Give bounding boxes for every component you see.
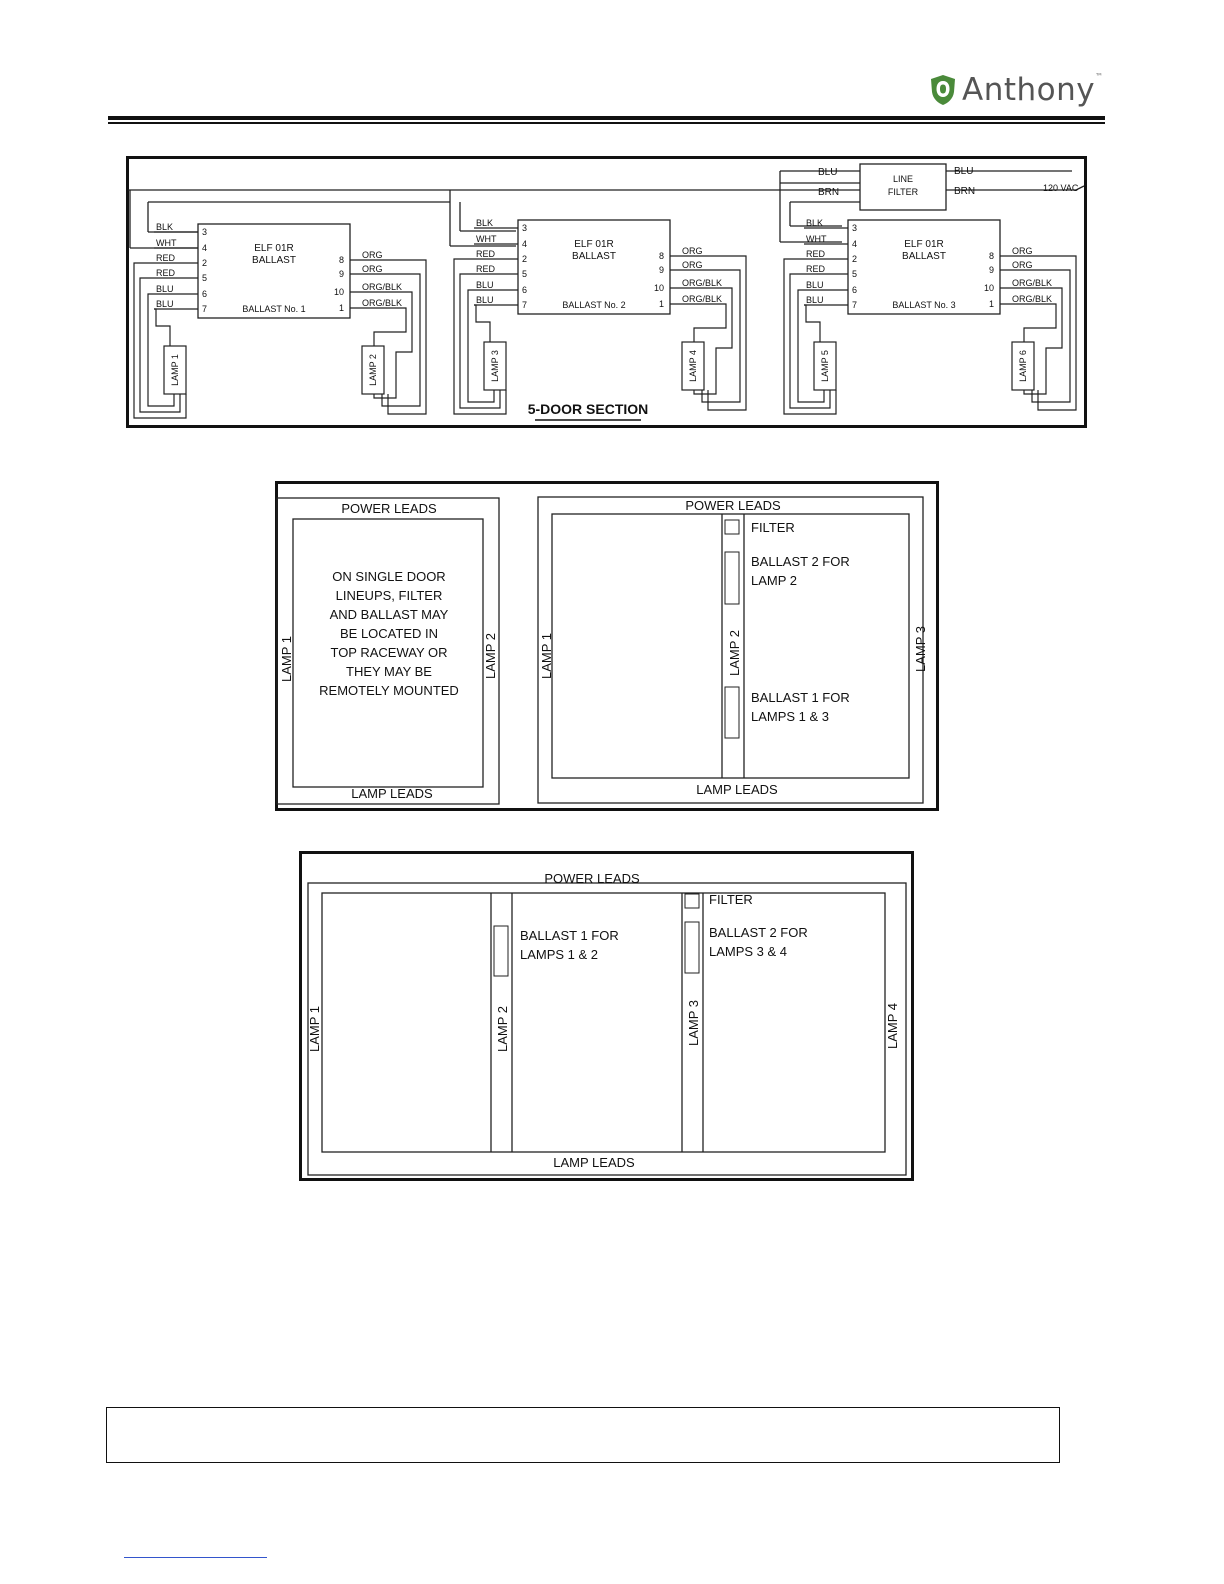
power-leads-label: POWER LEADS [341, 501, 437, 516]
footer-box [106, 1407, 1060, 1463]
wire-label: ORG/BLK [1012, 294, 1053, 304]
ballast-label: LAMP 2 [751, 573, 798, 588]
wire-label: ORG [1012, 260, 1033, 270]
pin-number: 9 [658, 265, 664, 275]
pin-number: 7 [522, 300, 528, 310]
pin-number: 10 [333, 287, 344, 297]
wire-label: ORG/BLK [362, 282, 403, 292]
lamp-label: LAMP 3 [490, 350, 500, 382]
pin-number: 8 [658, 251, 664, 261]
note-line: THEY MAY BE [346, 664, 432, 679]
lamp-leads-label: LAMP LEADS [553, 1155, 635, 1170]
pin-number: 7 [202, 304, 208, 314]
ballast-label: BALLAST 1 FOR [520, 928, 619, 943]
note-line: TOP RACEWAY OR [330, 645, 448, 660]
ballast-box [725, 687, 739, 738]
wire-label: ORG [1012, 246, 1033, 256]
supply-wire-label: BLU [954, 166, 974, 177]
footer-link-underline [124, 1557, 267, 1558]
pin-number: 4 [202, 243, 208, 253]
wire-label: RED [156, 268, 176, 278]
pin-number: 5 [522, 269, 528, 279]
supply-voltage-label: 120 VAC [1043, 183, 1079, 193]
wire-label: ORG [682, 260, 703, 270]
pin-number: 6 [852, 285, 858, 295]
wire-label: BLK [476, 218, 494, 228]
wire-label: BLK [156, 222, 174, 232]
supply-wire-label: BRN [954, 186, 976, 197]
ballast-label: LAMPS 1 & 2 [520, 947, 599, 962]
lamp-leads-label: LAMP LEADS [351, 786, 433, 801]
wire-label: RED [476, 264, 496, 274]
wire-label: RED [806, 249, 826, 259]
lamp-label: LAMP 1 [170, 354, 180, 386]
pin-number: 10 [983, 283, 994, 293]
lamp-label: LAMP 4 [688, 350, 698, 382]
note-line: REMOTELY MOUNTED [319, 683, 459, 698]
ballast-model: ELF 01R [904, 239, 944, 250]
pin-number: 1 [658, 299, 664, 309]
ballast-name: BALLAST No. 2 [562, 300, 626, 310]
pin-number: 10 [653, 283, 664, 293]
line-filter-label: FILTER [887, 187, 919, 197]
filter-label: FILTER [709, 892, 753, 907]
wire-label: ORG/BLK [362, 298, 403, 308]
pin-number: 2 [522, 254, 528, 264]
ballast-type: BALLAST [252, 255, 296, 266]
lamp-label: LAMP 1 [539, 632, 554, 680]
supply-wire-label: BLU [818, 167, 838, 178]
supply-wire-label: BRN [818, 187, 840, 198]
ballast-label: BALLAST 2 FOR [751, 554, 850, 569]
pin-number: 8 [338, 255, 344, 265]
ballast-box [494, 926, 508, 976]
wire-label: BLU [806, 280, 824, 290]
ballast-label: BALLAST 1 FOR [751, 690, 850, 705]
lamp-label: LAMP 6 [1018, 350, 1028, 382]
ballast-name: BALLAST No. 1 [242, 304, 306, 314]
header-rule-thick [108, 116, 1105, 120]
ballast-type: BALLAST [902, 251, 946, 262]
lamp-label: LAMP 3 [913, 625, 928, 673]
diagram-title: 5-DOOR SECTION [527, 401, 649, 417]
note-line: LINEUPS, FILTER [335, 588, 443, 603]
wire-label: BLK [806, 218, 824, 228]
pin-number: 3 [852, 223, 858, 233]
header-rule-thin [108, 122, 1105, 124]
pin-number: 1 [338, 303, 344, 313]
lamp-label: LAMP 2 [368, 354, 378, 386]
ballast-model: ELF 01R [254, 243, 294, 254]
pin-number: 3 [522, 223, 528, 233]
lamp-label: LAMP 1 [279, 635, 294, 683]
pin-number: 6 [522, 285, 528, 295]
wiring-diagram [126, 156, 1087, 428]
lamp-label: LAMP 5 [820, 350, 830, 382]
wire-label: RED [156, 253, 176, 263]
ballast-box [725, 552, 739, 604]
pin-number: 2 [202, 258, 208, 268]
raceway-layout-one-two [275, 481, 939, 811]
pin-number: 2 [852, 254, 858, 264]
lamp-label: LAMP 2 [483, 632, 498, 680]
ballast-model: ELF 01R [574, 239, 614, 250]
ballast-name: BALLAST No. 3 [892, 300, 956, 310]
filter-box [725, 520, 739, 534]
power-leads-label: POWER LEADS [544, 871, 640, 886]
wire-label: BLU [476, 295, 494, 305]
ballast-label: LAMPS 3 & 4 [709, 944, 788, 959]
ballast-label: BALLAST 2 FOR [709, 925, 808, 940]
filter-box [685, 894, 699, 908]
wire-label: WHT [476, 234, 497, 244]
pin-number: 3 [202, 227, 208, 237]
line-filter-label: LINE [892, 174, 914, 184]
lamp-label: LAMP 3 [686, 999, 701, 1047]
wire-label: RED [806, 264, 826, 274]
wire-label: ORG [362, 264, 383, 274]
ballast-type: BALLAST [572, 251, 616, 262]
wire-label: BLU [806, 295, 824, 305]
wire-label: ORG/BLK [1012, 278, 1053, 288]
wire-label: ORG [682, 246, 703, 256]
pin-number: 7 [852, 300, 858, 310]
wire-label: WHT [156, 238, 177, 248]
lamp-label: LAMP 2 [495, 1005, 510, 1053]
wire-label: BLU [156, 299, 174, 309]
pin-number: 9 [338, 269, 344, 279]
note-line: AND BALLAST MAY [329, 607, 449, 622]
wire-label: BLU [156, 284, 174, 294]
brand-name: Anthony™ [962, 72, 1104, 108]
pin-number: 6 [202, 289, 208, 299]
pin-number: 4 [852, 239, 858, 249]
raceway-layout-three [299, 851, 914, 1181]
pin-number: 8 [988, 251, 994, 261]
pin-number: 9 [988, 265, 994, 275]
shield-icon [930, 74, 956, 106]
wire-label: RED [476, 249, 496, 259]
filter-label: FILTER [751, 520, 795, 535]
pin-number: 1 [988, 299, 994, 309]
note-line: BE LOCATED IN [339, 626, 439, 641]
wire-label: BLU [476, 280, 494, 290]
lamp-label: LAMP 4 [885, 1002, 900, 1050]
wire-label: ORG/BLK [682, 278, 723, 288]
ballast-box [685, 922, 699, 973]
lamp-label: LAMP 1 [307, 1005, 322, 1053]
lamp-leads-label: LAMP LEADS [696, 782, 778, 797]
power-leads-label: POWER LEADS [685, 498, 781, 513]
wire-label: ORG [362, 250, 383, 260]
pin-number: 5 [852, 269, 858, 279]
note-line: ON SINGLE DOOR [332, 569, 446, 584]
pin-number: 4 [522, 239, 528, 249]
lamp-label: LAMP 2 [727, 629, 742, 677]
brand-logo [930, 68, 1104, 112]
wire-label: ORG/BLK [682, 294, 723, 304]
wire-label: WHT [806, 234, 827, 244]
pin-number: 5 [202, 273, 208, 283]
ballast-label: LAMPS 1 & 3 [751, 709, 830, 724]
